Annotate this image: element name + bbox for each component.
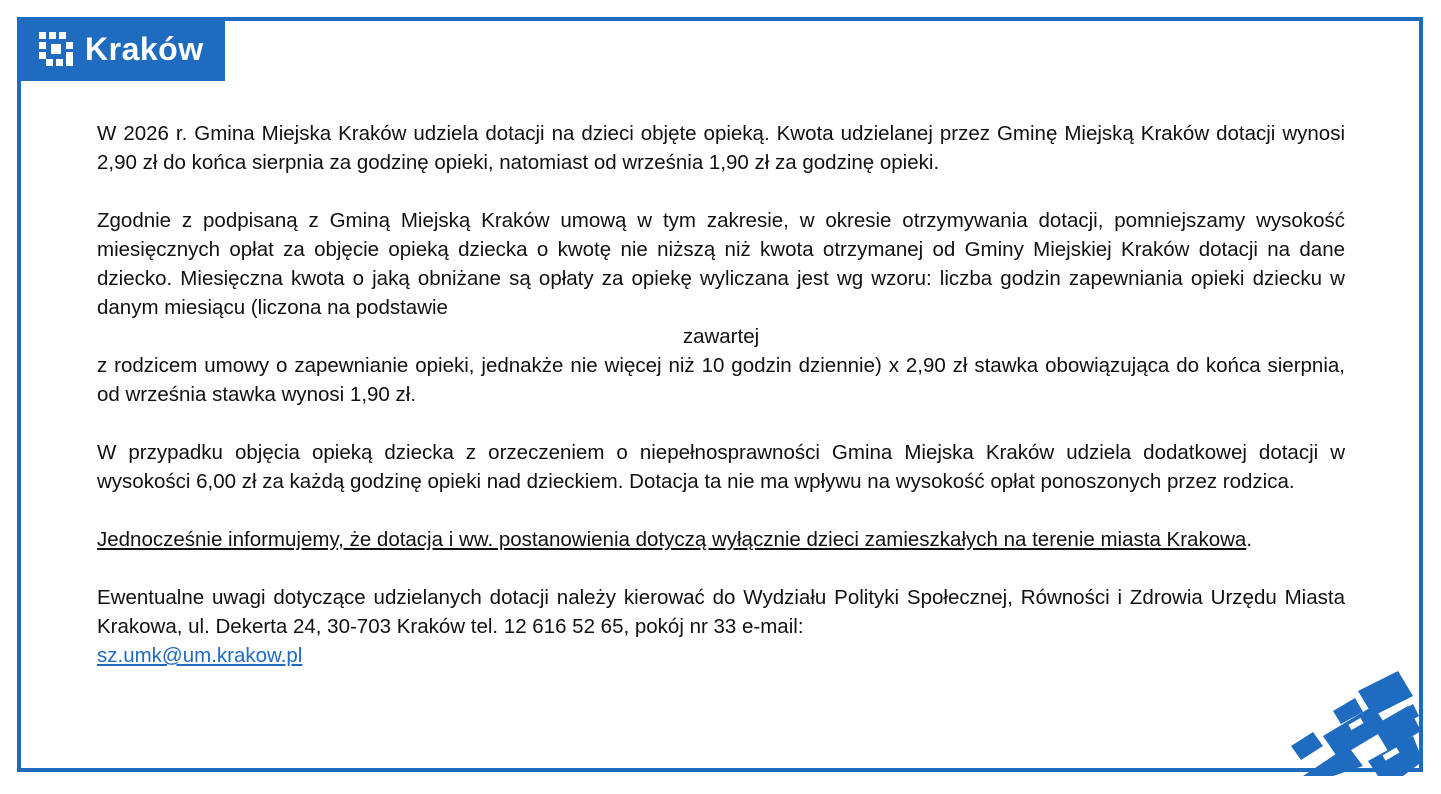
document-body [97, 119, 1345, 699]
fee-reduction-text-2: z rodzicem umowy o zapewnianie opieki, jednakże nie więcej niż 10 godzin dziennie) x 2,90 zł stawka obowiązująca do końca sierpnia, od września stawka wynosi 1,90 zł. [97, 354, 1345, 406]
fee-reduction-text-1: Zgodnie z podpisaną z Gminą Miejską Kraków umową w tym zakresie, w okresie otrzymywania dotacji, pomniejszamy wysokość miesięcznych opłat za objęcie opieką dziecka o kwotę nie niższą niż kwota otrzymanej od Gminy Miejskiej Kraków dotacji na dane dziecko. Miesięczna kwota o jaką obniżane są opłaty za opiekę wyliczana jest wg wzoru: liczba godzin zapewniania opieki dziecku w danym miesiącu (liczona na podstawie [97, 209, 1345, 319]
residency-notice-underlined: Jednocześnie informujemy, że dotacja i ww. postanowienia dotyczą wyłącznie dzieci zamieszkałych na terenie miasta Krakowa [97, 528, 1247, 551]
paragraph-disability-subsidy: W przypadku objęcia opieką dziecka z orzeczeniem o niepełnosprawności Gmina Miejska Kraków udziela dodatkowej dotacji w wysokości 6,00 zł za każdą godzinę opieki nad dzieckiem. Dotacja ta nie ma wpływu na wysokość opłat ponoszonych przez rodzica. [97, 441, 1345, 493]
residency-notice-end: . [1246, 528, 1253, 551]
paragraph-fee-reduction [97, 206, 1345, 409]
fee-reduction-centered-word: zawartej [682, 325, 760, 348]
brand-name: Kraków [85, 30, 204, 67]
paragraph-contact [97, 583, 1345, 670]
brand-logo [17, 17, 225, 81]
contact-email-link[interactable]: sz.umk@um.krakow.pl [97, 644, 303, 667]
paragraph-subsidy-amount: W 2026 r. Gmina Miejska Kraków udziela dotacji na dzieci objęte opieką. Kwota udzielanej przez Gminę Miejską Kraków dotacji wynosi 2,90 zł do końca sierpnia za godzinę opieki, natomiast od września 1,90 zł za godzinę opieki. [97, 122, 1345, 174]
krakow-grid-logo-icon [39, 32, 73, 66]
paragraph-residency-notice [97, 525, 1345, 554]
contact-text: Ewentualne uwagi dotyczące udzielanych dotacji należy kierować do Wydziału Polityki Społecznej, Równości i Zdrowia Urzędu Miasta Krakowa, ul. Dekerta 24, 30-703 Kraków tel. 12 616 52 65, pokój nr 33 e-mail: [97, 586, 1345, 638]
krakow-pattern-corner-icon [1173, 666, 1423, 776]
